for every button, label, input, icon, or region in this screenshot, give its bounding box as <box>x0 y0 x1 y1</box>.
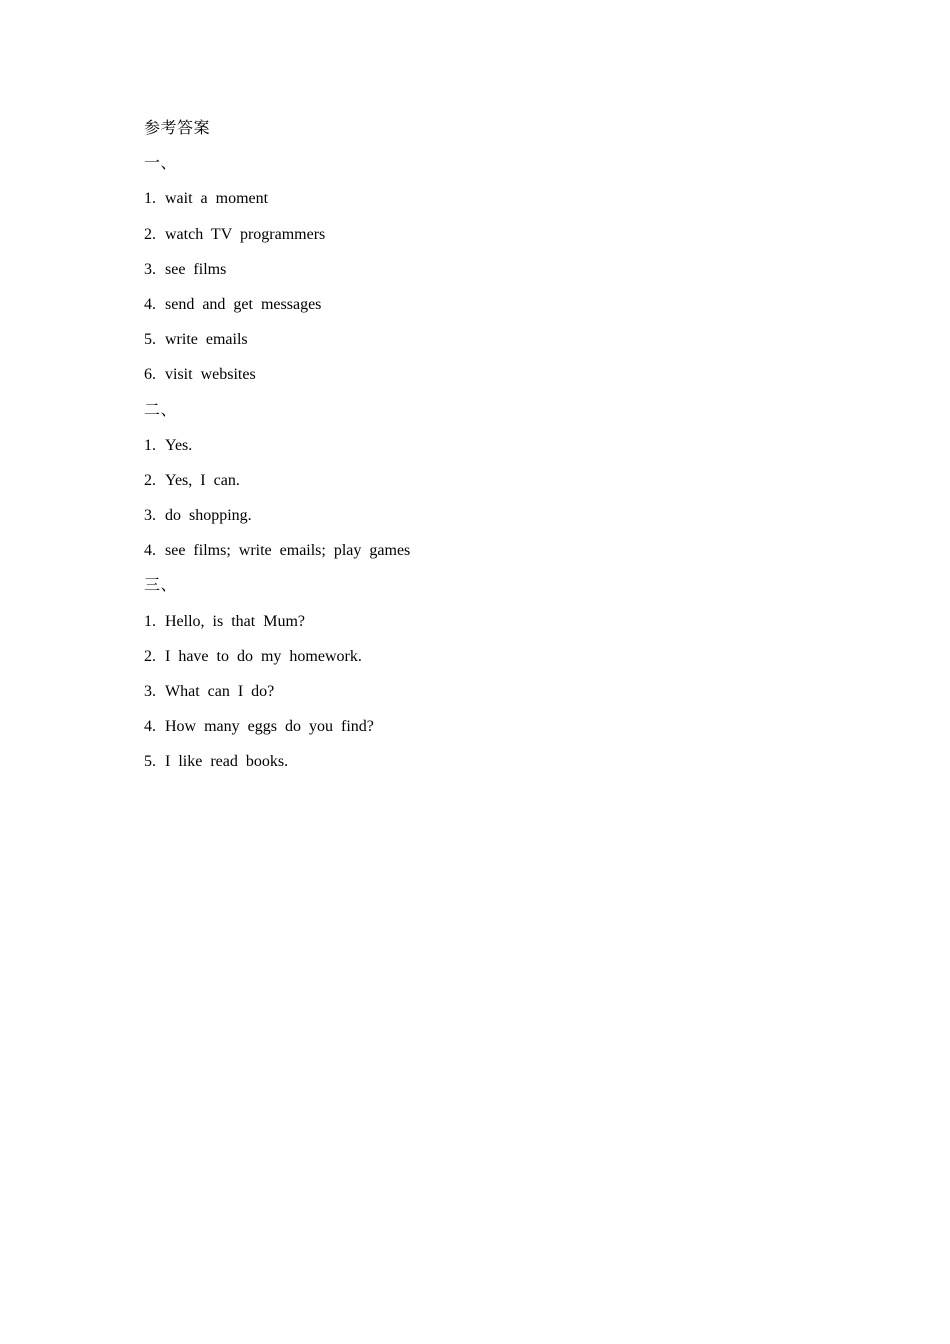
answer-text: What can I do? <box>165 683 275 700</box>
section-heading: 二、 <box>144 401 178 419</box>
answer-key <box>144 116 804 785</box>
answer-number: 4. <box>144 718 156 736</box>
answer-number: 3. <box>144 507 156 525</box>
answer-item <box>144 327 804 362</box>
section-heading: 一、 <box>144 155 178 173</box>
answer-item <box>144 609 804 644</box>
answer-text: watch TV programmers <box>165 225 326 243</box>
answer-text: write emails <box>165 331 248 349</box>
answer-item <box>144 503 804 538</box>
answer-number: 2. <box>144 647 156 665</box>
answer-number: 1. <box>144 190 156 208</box>
section-heading: 三、 <box>144 577 178 595</box>
answer-number: 4. <box>144 542 156 560</box>
answer-number: 5. <box>144 753 156 771</box>
answer-text: I have to do my homework. <box>165 647 362 665</box>
answer-text: I like read books. <box>165 753 289 771</box>
answer-text: Yes. <box>165 436 193 454</box>
answer-item <box>144 714 804 749</box>
answer-text: visit websites <box>165 366 256 384</box>
answer-item <box>144 468 804 503</box>
answer-item <box>144 257 804 292</box>
answer-number: 3. <box>144 683 156 700</box>
answer-text: see films; write emails; play games <box>165 542 411 560</box>
answer-number: 4. <box>144 295 156 313</box>
answer-text: Hello, is that Mum? <box>165 612 305 630</box>
answer-item <box>144 292 804 327</box>
answer-item <box>144 433 804 468</box>
answer-item <box>144 644 804 679</box>
answer-text: see films <box>165 260 227 278</box>
answer-text: How many eggs do you find? <box>165 718 374 736</box>
answer-number: 2. <box>144 471 156 489</box>
answer-item <box>144 362 804 397</box>
answer-text: wait a moment <box>165 190 269 208</box>
answer-number: 2. <box>144 225 156 243</box>
answer-text: send and get messages <box>165 295 322 313</box>
answer-item <box>144 679 804 714</box>
answer-text: Yes, I can. <box>165 471 240 489</box>
answer-item <box>144 749 804 784</box>
answer-item <box>144 538 804 573</box>
answer-number: 3. <box>144 260 156 278</box>
answer-number: 1. <box>144 436 156 454</box>
answer-number: 1. <box>144 612 156 630</box>
answer-item <box>144 186 804 221</box>
answer-text: do shopping. <box>165 507 252 525</box>
answer-number: 5. <box>144 331 156 349</box>
answer-number: 6. <box>144 366 156 384</box>
document-title: 参考答案 <box>144 120 211 137</box>
answer-item <box>144 222 804 257</box>
